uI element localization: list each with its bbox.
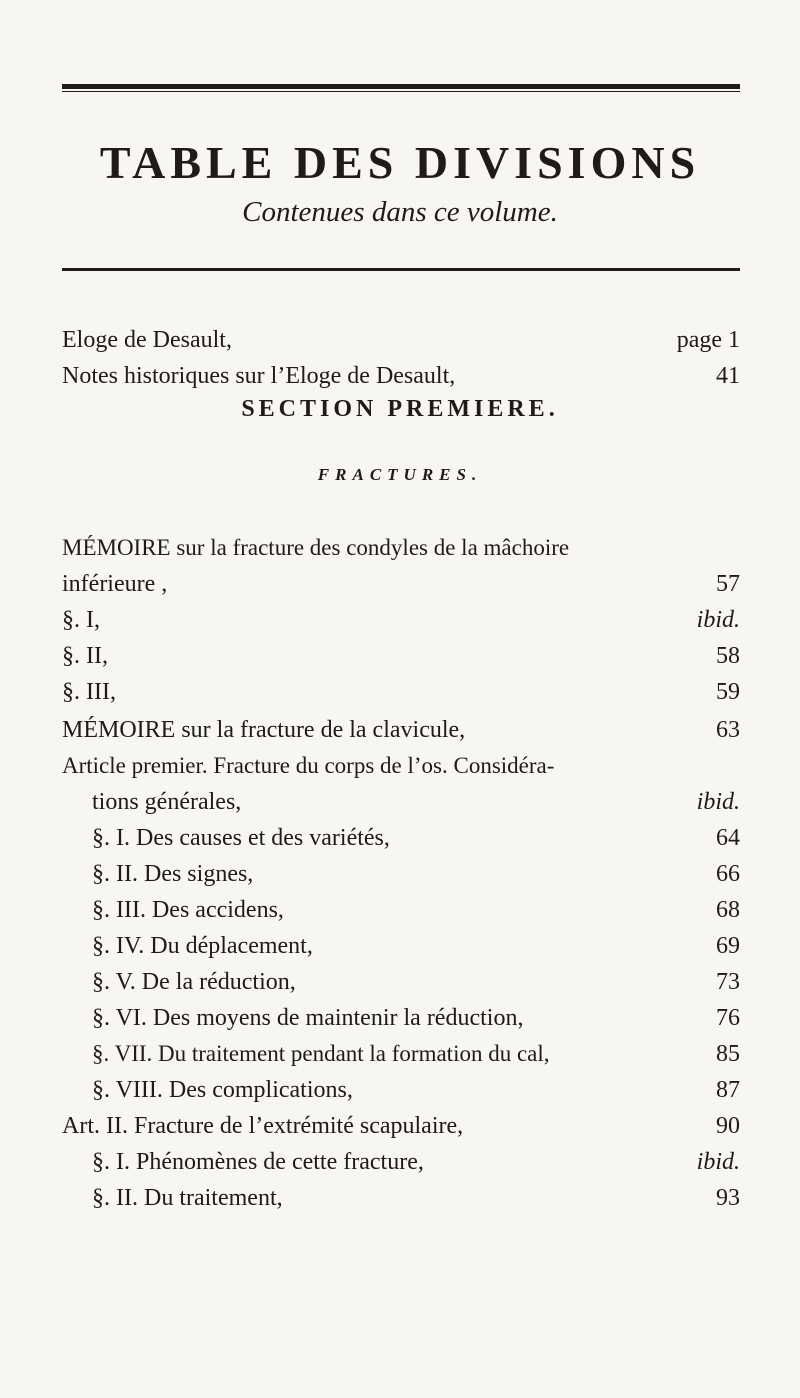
entry-label: §. II, [62, 643, 108, 669]
entry-page: 93 [716, 1185, 740, 1211]
entry-page: 64 [716, 825, 740, 851]
toc-entry[interactable] [62, 782, 740, 822]
toc-entry-notes[interactable] [62, 356, 740, 396]
entry-page: ibid. [696, 789, 740, 815]
entry-label: §. III, [62, 679, 116, 705]
entry-page: 87 [716, 1077, 740, 1103]
entry-page: 73 [716, 969, 740, 995]
toc-entry-memoire-machoire[interactable] [62, 528, 740, 568]
entry-page: 41 [716, 363, 740, 389]
toc-entry[interactable] [62, 564, 740, 604]
entry-label: tions générales, [92, 789, 242, 815]
entry-label: inférieure , [62, 571, 168, 597]
toc-entry[interactable] [62, 600, 740, 640]
entry-label: §. II. Des signes, [92, 861, 254, 887]
entry-label: §. I, [62, 607, 100, 633]
entry-label: MÉMOIRE sur la fracture de la clavicule, [62, 717, 466, 743]
entry-label: MÉMOIRE sur la fracture des condyles de la mâchoire [62, 535, 570, 560]
entry-label: Eloge de Desault, [62, 327, 232, 353]
toc-entry[interactable] [62, 818, 740, 858]
entry-page: 59 [716, 679, 740, 705]
toc-entry[interactable] [62, 1034, 740, 1074]
entry-label: §. III. Des accidens, [92, 897, 284, 923]
entry-label: §. IV. Du déplacement, [92, 933, 313, 959]
entry-page: page 1 [676, 327, 740, 353]
toc-entry[interactable] [62, 1142, 740, 1182]
toc-entry[interactable] [62, 926, 740, 966]
entry-page: 63 [716, 717, 740, 743]
top-double-rule [62, 84, 740, 89]
entry-label: §. VIII. Des complications, [92, 1077, 353, 1103]
toc-entry-memoire-clavicule[interactable] [62, 710, 740, 750]
entry-label: Notes historiques sur l’Eloge de Desault, [62, 363, 456, 389]
entry-page: ibid. [696, 1149, 740, 1175]
toc-entry[interactable] [62, 998, 740, 1038]
entry-label: §. I. Des causes et des variétés, [92, 825, 390, 851]
entry-page: 76 [716, 1005, 740, 1031]
entry-page: 85 [716, 1041, 740, 1067]
page-title: TABLE DES DIVISIONS [99, 137, 701, 188]
toc-entry-art-ii[interactable] [62, 1106, 740, 1146]
toc-entry[interactable] [62, 962, 740, 1002]
entry-label: Art. II. Fracture de l’extrémité scapulaire, [62, 1113, 464, 1139]
entry-page: 90 [716, 1113, 740, 1139]
toc-entry[interactable] [62, 1178, 740, 1218]
toc-entry[interactable] [62, 854, 740, 894]
entry-page: 66 [716, 861, 740, 887]
toc-entry[interactable] [62, 890, 740, 930]
entry-label: §. VII. Du traitement pendant la formation du cal, [92, 1041, 550, 1066]
entry-label: Article premier. Fracture du corps de l’os. Considéra- [62, 753, 555, 778]
entry-page: 68 [716, 897, 740, 923]
entry-label: §. I. Phénomènes de cette fracture, [92, 1149, 424, 1175]
entry-page: 69 [716, 933, 740, 959]
page-subtitle: Contenues dans ce volume. [242, 196, 558, 228]
entry-label: §. II. Du traitement, [92, 1185, 283, 1211]
toc-entry[interactable] [62, 636, 740, 676]
entry-label: §. VI. Des moyens de maintenir la réduction, [92, 1005, 524, 1031]
entry-page: 57 [716, 571, 740, 597]
toc-entry-eloge[interactable] [62, 320, 740, 360]
divider-rule [62, 268, 740, 271]
section-heading: SECTION PREMIERE. [241, 396, 559, 422]
entry-page: ibid. [696, 607, 740, 633]
entry-label: §. V. De la réduction, [92, 969, 296, 995]
toc-entry[interactable] [62, 672, 740, 712]
subsection-heading: FRACTURES. [317, 465, 483, 484]
toc-entry-article-premier[interactable] [62, 746, 740, 786]
entry-page: 58 [716, 643, 740, 669]
toc-entry[interactable] [62, 1070, 740, 1110]
